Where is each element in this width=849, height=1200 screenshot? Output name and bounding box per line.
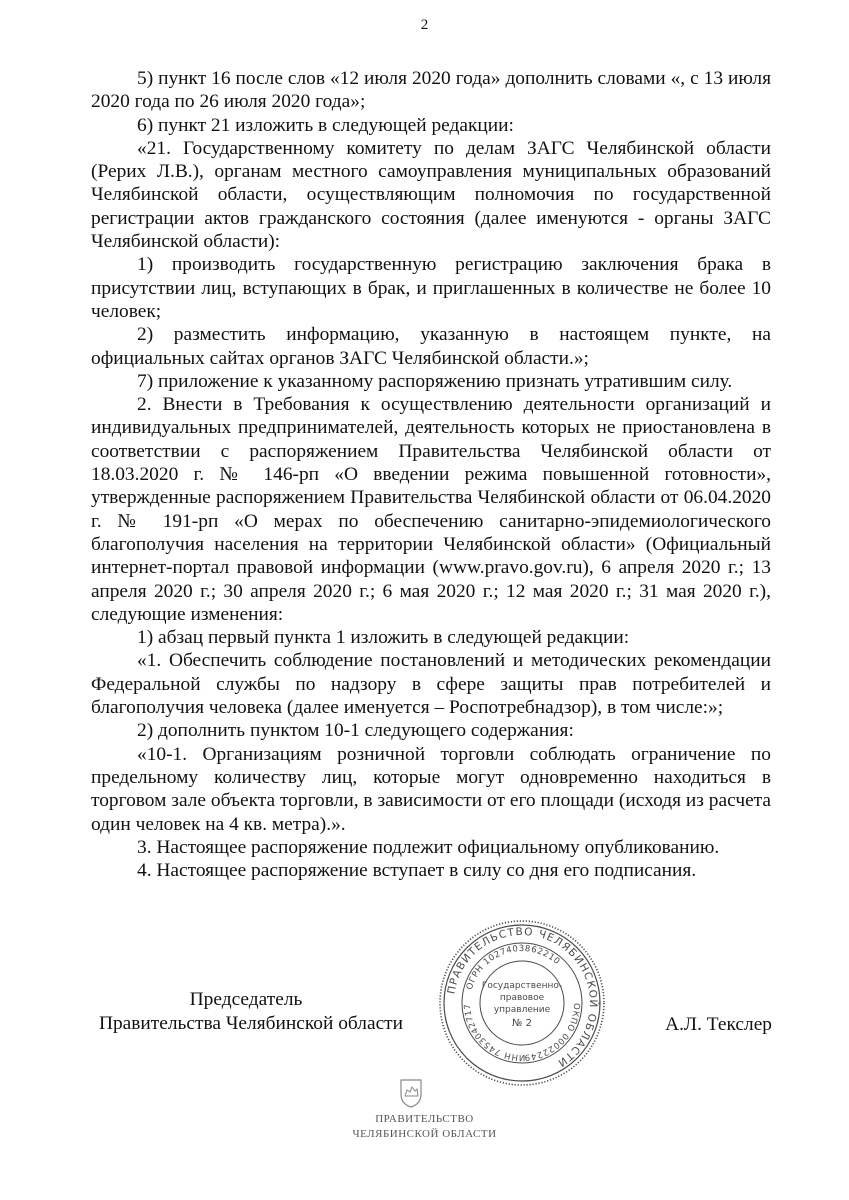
paragraph-amend-2: 2) дополнить пунктом 10-1 следующего содержания: (137, 720, 574, 742)
signatory-position (91, 988, 411, 1036)
paragraph-item-7: 7) приложение к указанному распоряжению признать утратившим силу. (137, 370, 733, 392)
coat-of-arms-icon (398, 1078, 424, 1108)
paragraph-clause-1-text: «1. Обеспечить соблюдение постановлений и методических рекомендации Федеральной службы по надзору в сфере защиты прав потребителей и благополучия человека (далее именуется – Роспотребнадзор), в том числе:»; (91, 650, 771, 719)
stamp-outer-ring-text: ПРАВИТЕЛЬСТВО ЧЕЛЯБИНСКОЙ ОБЛАСТИ (445, 925, 600, 1070)
page-number: 2 (420, 17, 429, 33)
paragraph-section-2: 2. Внести в Требования к осуществлению деятельности организаций и индивидуальных предпринимателей, деятельность которых не приостановлена в соответствии с распоряжением Правительства Челябинской области от 18.03.2020 г. № 146-рп «О введении режима повышенной готовности», утвержденные распоряжением Правительства Челябинской области от 06.04.2020 г. № 191-рп «О мерах по обеспечению санитарно-эпидемиологического благополучия населения на территории Челябинской области» (Официальный интернет-портал правовой информации (www.pravo.gov.ru), 6 апреля 2020 г.; 13 апреля 2020 г.; 30 апреля 2020 г.; 6 мая 2020 г.; 12 мая 2020 г.; 31 мая 2020 г.), следующие изменения: (91, 394, 771, 625)
stamp-inn-text: ИНН 7453042717 (462, 1003, 526, 1063)
paragraph-item-5: 5) пункт 16 после слов «12 июля 2020 года» дополнить словами «, с 13 июля 2020 года по 26 июля 2020 года»; (91, 68, 771, 113)
stamp-ogrn-text: ОГРН 1027403862210 (464, 943, 562, 992)
footer-organization (0, 1112, 849, 1142)
paragraph-clause-21: «21. Государственному комитету по делам ЗАГС Челябинской области (Рерих Л.В.), органам местного самоуправления муниципальных образований Челябинской области, осуществляющим полномочия по государственной регистрации актов гражданского состояния (далее именуются - органы ЗАГС Челябинской области): (91, 137, 771, 253)
paragraph-subitem-2: 2) разместить информацию, указанную в настоящем пункте, на официальных сайтах органов ЗАГС Челябинской области.»; (91, 324, 771, 369)
paragraph-subitem-1: 1) производить государственную регистрацию заключения брака в присутствии лиц, вступающих в брак, и приглашенных в количестве не более 10 человек; (91, 254, 771, 322)
document-body (91, 67, 771, 882)
paragraph-clause-10-1: «10-1. Организациям розничной торговли соблюдать ограничение по предельному количеству лиц, которые могут одновременно находиться в торговом зале объекта торговли, в зависимости от его площади (исходя из расчета один человек на 4 кв. метра).». (91, 743, 771, 835)
paragraph-section-3: 3. Настоящее распоряжение подлежит официальному опубликованию. (137, 836, 720, 858)
stamp-center-line3: управление (493, 1005, 551, 1015)
stamp-center-line4: № 2 (512, 1018, 532, 1029)
paragraph-section-4: 4. Настоящее распоряжение вступает в силу со дня его подписания. (137, 860, 697, 882)
stamp-center-line1: Государственно- (481, 981, 563, 991)
signatory-position-line2: Правительства Челябинской области (98, 1013, 404, 1034)
footer-org-line1: ПРАВИТЕЛЬСТВО (375, 1113, 474, 1125)
stamp-center-line2: правовое (499, 993, 545, 1003)
signatory-name: А.Л. Текслер (665, 1014, 772, 1035)
footer-org-line2: ЧЕЛЯБИНСКОЙ ОБЛАСТИ (352, 1128, 497, 1140)
paragraph-amend-1: 1) абзац первый пункта 1 изложить в следующей редакции: (137, 627, 630, 649)
stamp-okpo-text: ОКПО 00022249 (523, 1002, 582, 1063)
official-seal-stamp (437, 918, 607, 1088)
signatory-position-line1: Председатель (189, 989, 303, 1010)
paragraph-item-6: 6) пункт 21 изложить в следующей редакции: (137, 114, 514, 136)
